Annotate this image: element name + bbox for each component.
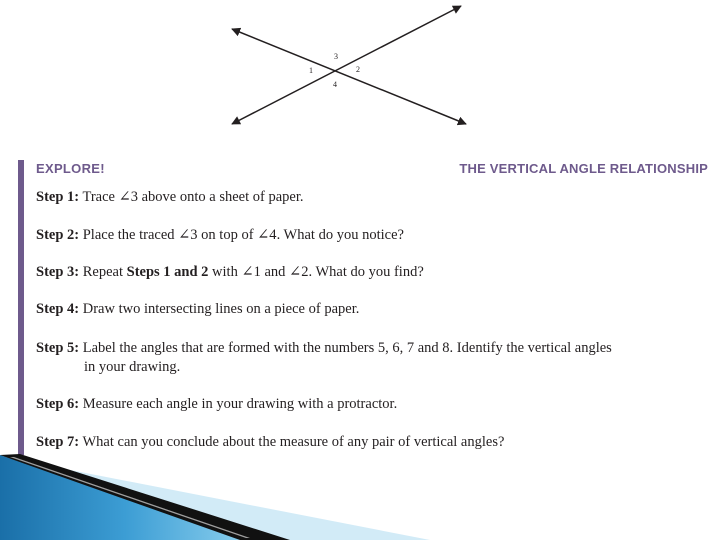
step-1 — [36, 188, 676, 207]
angle-symbol: ∠2 — [289, 264, 309, 280]
angle-symbol: ∠3 — [118, 189, 138, 205]
angle-label-4: 4 — [333, 80, 337, 89]
step-3 — [36, 263, 676, 282]
step-reference: Steps 1 and 2 — [126, 264, 209, 280]
step-text: Repeat — [82, 264, 127, 280]
angle-label-1: 1 — [309, 66, 313, 75]
step-text: Label the angles that are formed with the numbers 5, 6, 7 and 8. Identify the vertical angles — [82, 340, 612, 356]
step-text: . What do you find? — [308, 264, 424, 280]
step-number: Step 4: — [36, 301, 80, 317]
step-number: Step 1: — [36, 189, 80, 205]
step-number: Step 5: — [36, 340, 80, 356]
section-title: THE VERTICAL ANGLE RELATIONSHIP — [459, 161, 708, 176]
step-6 — [36, 395, 676, 414]
step-5 — [36, 339, 676, 377]
step-number: Step 3: — [36, 264, 80, 280]
step-4 — [36, 300, 676, 319]
angle-symbol: ∠3 — [178, 227, 198, 243]
angle-label-3: 3 — [334, 52, 338, 61]
vertical-angles-diagram — [0, 0, 720, 150]
step-text: with — [208, 264, 242, 280]
step-text: Measure each angle in your drawing with a protractor. — [82, 396, 398, 412]
step-text: Draw two intersecting lines on a piece of paper. — [82, 301, 360, 317]
angle-symbol: ∠1 — [241, 264, 261, 280]
step-text: on top of — [197, 227, 258, 243]
corner-decoration — [0, 440, 720, 540]
step-text-continued: in your drawing. — [84, 359, 181, 375]
line-b — [232, 6, 461, 124]
step-text: Place the traced — [82, 227, 179, 243]
angle-label-2: 2 — [356, 65, 360, 74]
accent-bar — [18, 160, 24, 455]
step-text: . What do you notice? — [276, 227, 404, 243]
step-text: What can you conclude about the measure of any pair of vertical angles? — [82, 434, 505, 450]
step-2 — [36, 226, 676, 245]
angle-symbol: ∠4 — [257, 227, 277, 243]
line-a — [232, 29, 466, 124]
step-text: Trace — [82, 189, 119, 205]
step-number: Step 2: — [36, 227, 80, 243]
step-number: Step 7: — [36, 434, 80, 450]
step-text: above onto a sheet of paper. — [138, 189, 304, 205]
step-text: and — [260, 264, 290, 280]
step-number: Step 6: — [36, 396, 80, 412]
explore-heading: EXPLORE! — [36, 161, 105, 176]
